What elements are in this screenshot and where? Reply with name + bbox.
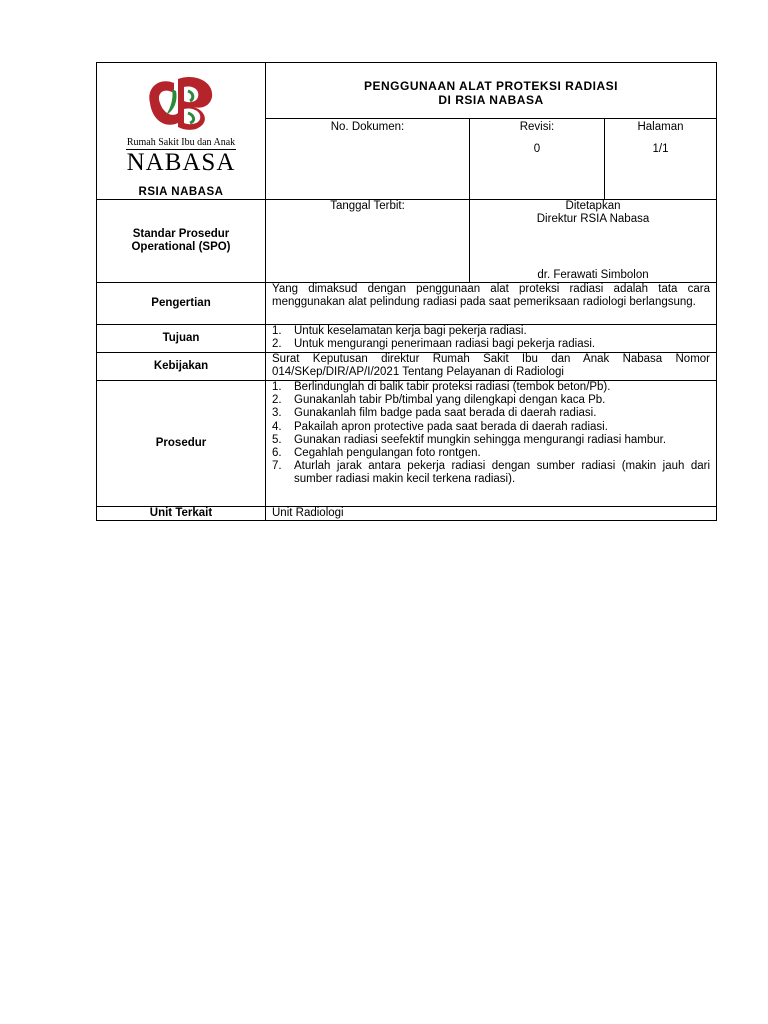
tujuan-list: [266, 325, 717, 353]
unit-terkait-label: Unit Terkait: [97, 507, 266, 521]
prosedur-label: Prosedur: [97, 381, 266, 507]
list-item: 3. Gunakanlah film badge pada saat berada di daerah radiasi.: [272, 407, 597, 420]
halaman-label: Halaman: [637, 121, 684, 134]
list-item: 7. Aturlah jarak antara pekerja radiasi dengan sumber radiasi (makin jauh dari sumber radiasi makin kecil terkena radiasi).: [272, 460, 711, 486]
tanggal-terbit-cell: [266, 200, 470, 283]
halaman-cell: [605, 119, 717, 200]
signatory-name: dr. Ferawati Simbolon: [537, 268, 649, 281]
prosedur-list: [266, 381, 717, 507]
spo-document: [96, 62, 716, 521]
ditetapkan-label: Ditetapkan: [565, 200, 621, 212]
logo-subtitle: Rumah Sakit Ibu dan Anak: [126, 137, 236, 149]
pengertian-text: Yang dimaksud dengan penggunaan alat proteksi radiasi adalah tata cara menggunakan alat pelindung radiasi pada saat pemeriksaan radiologi berlangsung.: [266, 283, 717, 325]
list-item: 2. Gunakanlah tabir Pb/timbal yang dilengkapi dengan kaca Pb.: [272, 394, 606, 407]
kebijakan-text: Surat Keputusan direktur Rumah Sakit Ibu dan Anak Nabasa Nomor 014/SKep/DIR/AP/I/2021 Tentang Pelayanan di Radiologi: [266, 353, 717, 381]
kebijakan-label: Kebijakan: [97, 353, 266, 381]
pengertian-label: Pengertian: [97, 283, 266, 325]
list-item: 5. Gunakan radiasi seefektif mungkin sehingga mengurangi radiasi hambur.: [272, 433, 667, 446]
nabasa-logo-icon: [144, 73, 218, 131]
revisi-cell: [470, 119, 605, 200]
revisi-value: 0: [533, 142, 541, 155]
spo-label: Standar Prosedur Operational (SPO): [97, 200, 266, 283]
no-dokumen-cell: [266, 119, 470, 200]
list-item: 2. Untuk mengurangi penerimaan radiasi bagi pekerja radiasi.: [272, 338, 596, 351]
unit-terkait-text: Unit Radiologi: [266, 507, 717, 521]
ditetapkan-title: Direktur RSIA Nabasa: [536, 213, 650, 226]
no-dokumen-label: No. Dokumen:: [330, 121, 405, 134]
list-item: 4. Pakailah apron protective pada saat berada di daerah radiasi.: [272, 420, 608, 433]
logo-cell: [97, 63, 266, 200]
ditetapkan-cell: [470, 200, 717, 283]
title-line-1: PENGGUNAAN ALAT PROTEKSI RADIASI: [364, 79, 619, 93]
revisi-label: Revisi:: [519, 121, 555, 134]
list-item: 1. Untuk keselamatan kerja bagi pekerja radiasi.: [272, 325, 527, 337]
halaman-value: 1/1: [652, 142, 669, 155]
list-item: 6. Cegahlah pengulangan foto rontgen.: [272, 447, 481, 460]
document-title: [266, 63, 717, 119]
spo-table: [96, 62, 717, 521]
title-line-2: DI RSIA NABASA: [438, 93, 544, 107]
logo-caption: RSIA NABASA: [138, 185, 224, 198]
list-item: 1. Berlindunglah di balik tabir proteksi radiasi (tembok beton/Pb).: [272, 381, 611, 393]
tanggal-terbit-label: Tanggal Terbit:: [330, 200, 405, 212]
logo-name: NABASA: [126, 149, 236, 177]
tujuan-label: Tujuan: [97, 325, 266, 353]
